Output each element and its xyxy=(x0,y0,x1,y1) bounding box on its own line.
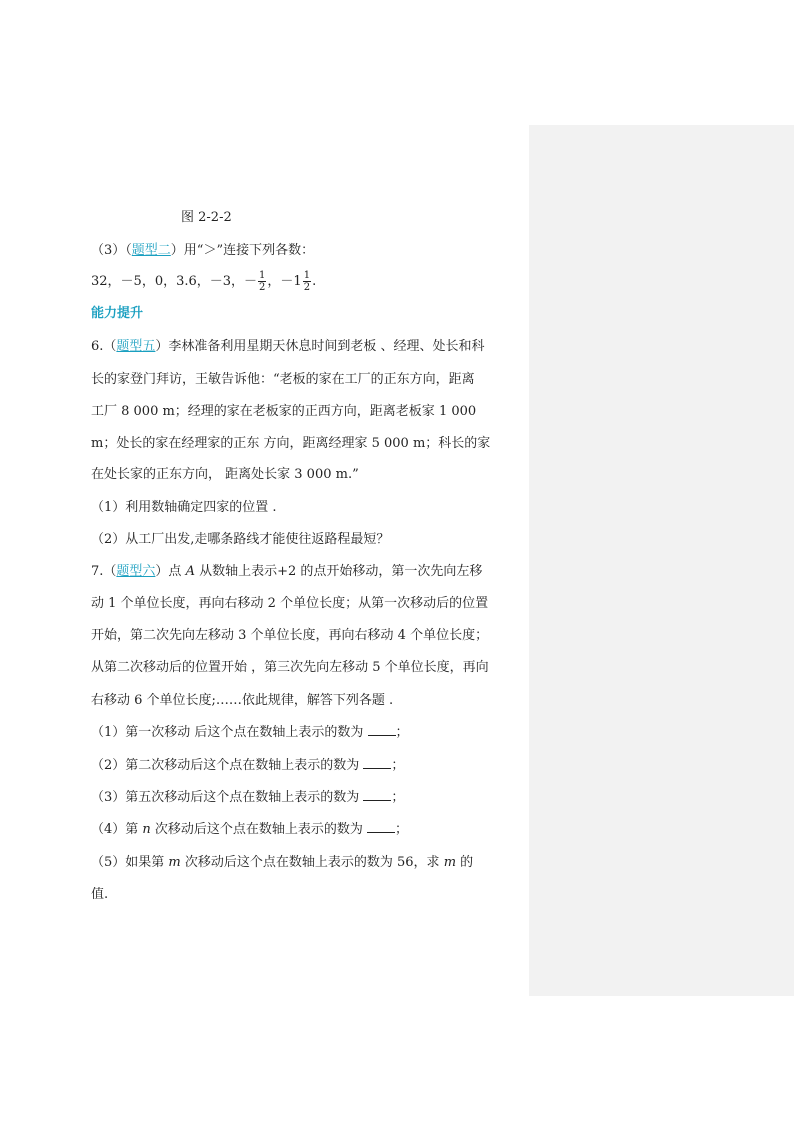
q6-number: 6.（ xyxy=(91,339,117,354)
figure-caption: 图 2-2-2 xyxy=(181,210,232,225)
q7-sub-5-var-2: m xyxy=(443,855,457,870)
q7-line-1 xyxy=(91,562,523,582)
q6-sub-1: （1）利用数轴确定四家的位置 . xyxy=(91,500,277,515)
section-title: 能力提升 xyxy=(91,306,144,321)
q7-sub-5-end: 值. xyxy=(91,887,109,902)
q6-line-3: 工厂 8 000 m；经理的家在老板家的正西方向，距离老板家 1 000 xyxy=(91,404,477,419)
q7-sub-1-text: （1）第一次移动 后这个点在数轴上表示的数为 xyxy=(91,725,368,740)
fraction-denominator: 2 xyxy=(259,282,266,293)
semicolon: ； xyxy=(391,758,405,773)
q7-line-4: 从第二次移动后的位置开始 ，第三次先向左移动 5 个单位长度，再向 xyxy=(91,660,489,675)
question-3-numbers xyxy=(91,270,523,293)
q7-sub-3-text: （3）第五次移动后这个点在数轴上表示的数为 xyxy=(91,790,364,805)
answer-blank[interactable] xyxy=(367,820,395,833)
semicolon: ； xyxy=(395,822,409,837)
q3-type-link[interactable]: 题型二 xyxy=(131,243,171,258)
q3-text: ）用“＞”连接下列各数： xyxy=(170,243,315,258)
q7-sub-4-text-a: （4）第 xyxy=(91,822,143,837)
fraction-numerator: 1 xyxy=(259,270,266,281)
q7-sub-5-text-b: 次移动后这个点在数轴上表示的数为 56，求 xyxy=(180,855,444,870)
q7-sub-5 xyxy=(91,853,523,873)
q7-text-a: ）点 xyxy=(155,564,186,579)
q6-line-1 xyxy=(91,337,523,357)
answer-blank[interactable] xyxy=(368,723,396,736)
q7-number: 7.（ xyxy=(91,564,117,579)
q6-line-4: m；处长的家在经理家的正东 方向，距离经理家 5 000 m；科长的家 xyxy=(91,436,491,451)
answer-blank[interactable] xyxy=(363,788,391,801)
semicolon: ； xyxy=(391,790,405,805)
q7-sub-5-text-c: 的 xyxy=(456,855,474,870)
q7-sub-4-text-b: 次移动后这个点在数轴上表示的数为 xyxy=(150,822,368,837)
q7-line-2: 动 1 个单位长度，再向右移动 2 个单位长度；从第一次移动后的位置 xyxy=(91,596,489,611)
q6-sub-2: （2）从工厂出发,走哪条路线才能使往返路程最短？ xyxy=(91,532,390,547)
q7-type-link[interactable]: 题型六 xyxy=(116,564,156,579)
q7-sub-2 xyxy=(91,756,523,776)
q6-line-5: 在处长家的正东方向， 距离处长家 3 000 m.” xyxy=(91,467,359,482)
q7-sub-3 xyxy=(91,788,523,808)
fraction-mixed-half xyxy=(303,270,311,293)
q3-prefix: （3）（ xyxy=(91,243,132,258)
q7-sub-4 xyxy=(91,820,523,840)
q7-sub-5-text-a: （5）如果第 xyxy=(91,855,169,870)
q6-line-2: 长的家登门拜访，王敏告诉他：“老板的家在工厂的正东方向，距离 xyxy=(91,372,475,387)
q7-sub-1 xyxy=(91,723,523,743)
q3-numbers-end: . xyxy=(312,274,317,289)
fraction-denominator: 2 xyxy=(303,282,311,293)
fraction-half xyxy=(258,270,266,293)
q7-sub-2-text: （2）第二次移动后这个点在数轴上表示的数为 xyxy=(91,758,364,773)
semicolon: ； xyxy=(395,725,409,740)
q7-line-5: 右移动 6 个单位长度;……依此规律，解答下列各题 . xyxy=(91,693,394,708)
q3-numbers-mid: ，－1 xyxy=(267,274,302,289)
q6-text: ）李林准备利用星期天休息时间到老板 、经理、处长和科 xyxy=(155,339,485,354)
q7-line-3: 开始，第二次先向左移动 3 个单位长度，再向右移动 4 个单位长度； xyxy=(91,628,489,643)
question-3-title xyxy=(91,241,523,261)
answer-blank[interactable] xyxy=(363,756,391,769)
comment-pane xyxy=(529,125,794,996)
q7-sub-5-var: m xyxy=(168,855,181,870)
q7-sub-4-var: n xyxy=(142,822,151,837)
q7-text-b: 从数轴上表示+2 的点开始移动，第一次先向左移 xyxy=(194,564,483,579)
fraction-numerator: 1 xyxy=(303,270,311,281)
q7-point-var: A xyxy=(185,564,195,579)
q6-type-link[interactable]: 题型五 xyxy=(116,339,156,354)
q3-numbers-prefix: 32，－5，0，3.6，－3，－ xyxy=(91,274,258,289)
